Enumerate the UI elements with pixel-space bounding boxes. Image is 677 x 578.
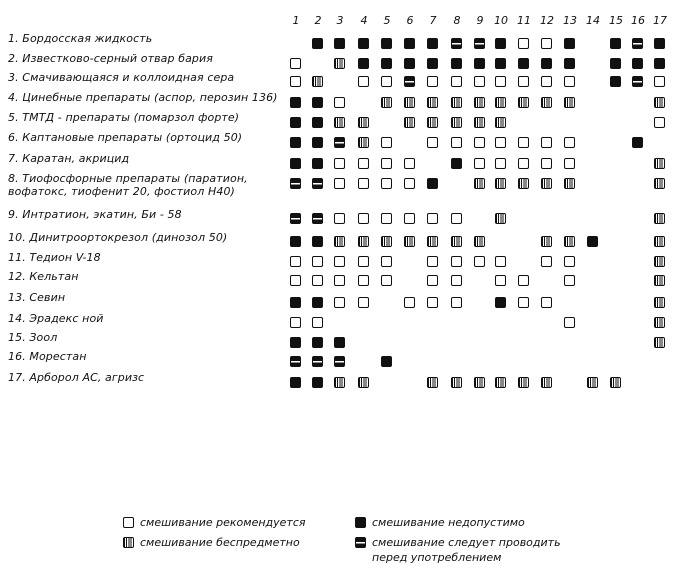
cell-forbidden	[290, 337, 301, 348]
cell-before-use	[290, 213, 301, 224]
cell-pointless	[654, 275, 665, 286]
legend-recommended-text: смешивание рекомендуется	[140, 516, 306, 529]
cell-before-use	[404, 76, 415, 87]
cell-recommended	[334, 97, 345, 108]
cell-recommended	[381, 213, 392, 224]
cell-recommended	[427, 297, 438, 308]
cell-pointless	[654, 337, 665, 348]
row-label: 16. Морестан	[8, 350, 87, 363]
column-number: 2	[314, 14, 322, 27]
cell-recommended	[495, 158, 506, 169]
cell-recommended	[358, 178, 369, 189]
cell-pointless	[312, 76, 323, 87]
cell-recommended	[495, 275, 506, 286]
cell-recommended	[427, 275, 438, 286]
cell-pointless	[474, 377, 485, 388]
cell-forbidden	[654, 38, 665, 49]
cell-pointless	[427, 377, 438, 388]
cell-forbidden	[495, 297, 506, 308]
cell-recommended	[495, 76, 506, 87]
cell-forbidden	[290, 137, 301, 148]
cell-forbidden	[610, 38, 621, 49]
cell-pointless	[610, 377, 621, 388]
cell-recommended	[495, 256, 506, 267]
cell-forbidden	[290, 158, 301, 169]
cell-recommended	[451, 297, 462, 308]
row-label: 11. Тедион V-18	[8, 251, 101, 264]
row-label: 3. Смачивающаяся и коллоидная сера	[8, 71, 235, 84]
cell-recommended	[334, 297, 345, 308]
cell-pointless	[654, 297, 665, 308]
cell-recommended	[334, 158, 345, 169]
column-number: 8	[453, 14, 461, 27]
column-number: 10	[494, 14, 508, 27]
cell-forbidden	[495, 58, 506, 69]
legend-before-use-text: смешивание следует проводить	[372, 536, 561, 549]
cell-pointless	[654, 236, 665, 247]
cell-pointless	[334, 117, 345, 128]
cell-pointless	[654, 256, 665, 267]
cell-pointless	[541, 178, 552, 189]
cell-recommended	[358, 76, 369, 87]
cell-recommended	[541, 76, 552, 87]
cell-forbidden	[654, 58, 665, 69]
cell-pointless	[495, 117, 506, 128]
cell-forbidden	[290, 97, 301, 108]
cell-recommended	[654, 117, 665, 128]
cell-recommended	[290, 76, 301, 87]
cell-before-use	[312, 178, 323, 189]
cell-recommended	[358, 158, 369, 169]
cell-before-use	[334, 356, 345, 367]
column-number: 6	[406, 14, 414, 27]
row-label: 7. Каратан, акрицид	[8, 152, 130, 165]
cell-recommended	[451, 76, 462, 87]
cell-recommended	[541, 297, 552, 308]
cell-forbidden	[427, 38, 438, 49]
cell-recommended	[518, 275, 529, 286]
cell-recommended	[427, 137, 438, 148]
cell-recommended	[564, 275, 575, 286]
cell-recommended	[564, 317, 575, 328]
cell-forbidden	[312, 337, 323, 348]
cell-recommended	[381, 76, 392, 87]
cell-recommended	[427, 256, 438, 267]
column-number: 14	[586, 14, 600, 27]
cell-recommended	[518, 76, 529, 87]
cell-pointless	[654, 158, 665, 169]
cell-forbidden	[404, 38, 415, 49]
cell-pointless	[474, 117, 485, 128]
column-number: 7	[429, 14, 437, 27]
cell-forbidden	[358, 38, 369, 49]
cell-pointless	[427, 117, 438, 128]
cell-recommended	[518, 137, 529, 148]
cell-forbidden	[632, 137, 643, 148]
cell-recommended	[334, 213, 345, 224]
cell-forbidden	[290, 377, 301, 388]
cell-recommended	[541, 158, 552, 169]
cell-pointless	[358, 236, 369, 247]
cell-recommended	[451, 275, 462, 286]
cell-recommended	[474, 158, 485, 169]
cell-before-use	[290, 178, 301, 189]
cell-pointless	[654, 178, 665, 189]
cell-forbidden	[312, 158, 323, 169]
row-label: 8. Тиофосфорные препараты (паратион, вофатокс, тиофенит 20, фостиол Н40)	[8, 172, 248, 198]
cell-forbidden	[290, 236, 301, 247]
row-label: 14. Эрадекс ной	[8, 312, 104, 325]
cell-forbidden	[334, 38, 345, 49]
row-label: 12. Кельтан	[8, 270, 79, 283]
legend-striped-square-icon	[123, 537, 134, 548]
column-number: 12	[540, 14, 554, 27]
cell-forbidden	[474, 58, 485, 69]
row-label: 6. Каптановые препараты (ортоцид 50)	[8, 131, 243, 144]
legend-pointless-text: смешивание беспредметно	[140, 536, 300, 549]
row-label: 17. Арборол АС, агризс	[8, 371, 145, 384]
cell-pointless	[381, 97, 392, 108]
cell-pointless	[451, 377, 462, 388]
cell-recommended	[541, 137, 552, 148]
cell-pointless	[654, 213, 665, 224]
cell-recommended	[495, 137, 506, 148]
cell-pointless	[334, 236, 345, 247]
cell-recommended	[358, 256, 369, 267]
column-number: 11	[517, 14, 531, 27]
cell-forbidden	[518, 58, 529, 69]
cell-pointless	[654, 97, 665, 108]
row-label: 10. Динитроортокрезол (динозол 50)	[8, 231, 228, 244]
cell-forbidden	[312, 117, 323, 128]
cell-forbidden	[451, 58, 462, 69]
cell-forbidden	[381, 38, 392, 49]
cell-pointless	[518, 97, 529, 108]
cell-forbidden	[290, 297, 301, 308]
cell-recommended	[427, 76, 438, 87]
cell-recommended	[312, 275, 323, 286]
cell-recommended	[541, 256, 552, 267]
cell-recommended	[404, 297, 415, 308]
cell-recommended	[290, 58, 301, 69]
legend-forbidden-text: смешивание недопустимо	[372, 516, 525, 529]
cell-recommended	[381, 137, 392, 148]
column-number: 4	[360, 14, 368, 27]
cell-forbidden	[404, 58, 415, 69]
cell-pointless	[404, 236, 415, 247]
cell-pointless	[587, 377, 598, 388]
cell-recommended	[654, 76, 665, 87]
row-label: 2. Известково-серный отвар бария	[8, 52, 213, 65]
cell-pointless	[334, 58, 345, 69]
cell-recommended	[334, 178, 345, 189]
cell-forbidden	[451, 158, 462, 169]
cell-recommended	[290, 275, 301, 286]
cell-pointless	[427, 97, 438, 108]
cell-pointless	[541, 377, 552, 388]
cell-recommended	[451, 213, 462, 224]
cell-recommended	[404, 213, 415, 224]
cell-forbidden	[358, 58, 369, 69]
cell-forbidden	[610, 58, 621, 69]
row-label: 13. Севин	[8, 291, 66, 304]
row-label: 15. Зоол	[8, 331, 58, 344]
cell-recommended	[404, 158, 415, 169]
column-number: 9	[476, 14, 484, 27]
cell-recommended	[474, 137, 485, 148]
cell-recommended	[290, 317, 301, 328]
cell-pointless	[358, 137, 369, 148]
legend-before-use-text-2: перед употреблением	[372, 551, 502, 564]
legend-barred-square-icon	[355, 537, 366, 548]
cell-forbidden	[312, 38, 323, 49]
cell-before-use	[312, 213, 323, 224]
cell-pointless	[427, 236, 438, 247]
cell-before-use	[334, 137, 345, 148]
cell-forbidden	[312, 297, 323, 308]
cell-forbidden	[290, 117, 301, 128]
row-label: 4. Цинебные препараты (аспор, перозин 136)	[8, 91, 278, 104]
cell-recommended	[474, 256, 485, 267]
column-number: 17	[653, 14, 667, 27]
column-number: 13	[563, 14, 577, 27]
cell-before-use	[632, 76, 643, 87]
column-number: 15	[609, 14, 623, 27]
cell-recommended	[564, 76, 575, 87]
cell-forbidden	[312, 97, 323, 108]
cell-forbidden	[312, 137, 323, 148]
cell-pointless	[451, 236, 462, 247]
legend-filled-square-icon	[355, 517, 366, 528]
cell-forbidden	[334, 337, 345, 348]
cell-pointless	[541, 236, 552, 247]
cell-recommended	[358, 275, 369, 286]
cell-pointless	[495, 97, 506, 108]
cell-forbidden	[632, 58, 643, 69]
cell-forbidden	[381, 356, 392, 367]
cell-forbidden	[427, 58, 438, 69]
cell-recommended	[541, 38, 552, 49]
cell-pointless	[474, 178, 485, 189]
cell-forbidden	[312, 377, 323, 388]
column-number: 5	[383, 14, 391, 27]
cell-recommended	[518, 297, 529, 308]
cell-recommended	[518, 38, 529, 49]
cell-forbidden	[312, 236, 323, 247]
cell-pointless	[564, 178, 575, 189]
cell-forbidden	[381, 58, 392, 69]
cell-pointless	[518, 178, 529, 189]
cell-forbidden	[610, 76, 621, 87]
cell-pointless	[404, 117, 415, 128]
column-number: 1	[292, 14, 300, 27]
cell-recommended	[474, 76, 485, 87]
cell-pointless	[474, 236, 485, 247]
cell-pointless	[495, 178, 506, 189]
cell-forbidden	[427, 178, 438, 189]
cell-recommended	[404, 178, 415, 189]
column-number: 16	[631, 14, 645, 27]
cell-before-use	[312, 356, 323, 367]
cell-recommended	[358, 297, 369, 308]
cell-recommended	[334, 256, 345, 267]
cell-forbidden	[564, 38, 575, 49]
cell-recommended	[381, 275, 392, 286]
cell-recommended	[564, 158, 575, 169]
cell-pointless	[654, 317, 665, 328]
cell-pointless	[358, 117, 369, 128]
cell-recommended	[564, 256, 575, 267]
cell-forbidden	[587, 236, 598, 247]
cell-recommended	[381, 158, 392, 169]
cell-pointless	[518, 377, 529, 388]
cell-recommended	[381, 178, 392, 189]
cell-pointless	[451, 117, 462, 128]
column-number: 3	[336, 14, 344, 27]
cell-before-use	[290, 356, 301, 367]
legend-empty-square-icon	[123, 517, 134, 528]
cell-forbidden	[564, 58, 575, 69]
cell-before-use	[451, 38, 462, 49]
cell-recommended	[451, 256, 462, 267]
cell-pointless	[564, 97, 575, 108]
cell-pointless	[474, 97, 485, 108]
cell-pointless	[381, 236, 392, 247]
cell-pointless	[451, 97, 462, 108]
cell-forbidden	[541, 58, 552, 69]
cell-recommended	[427, 213, 438, 224]
row-label: 9. Интратион, экатин, Би - 58	[8, 208, 182, 221]
cell-recommended	[451, 137, 462, 148]
cell-pointless	[564, 236, 575, 247]
cell-recommended	[564, 137, 575, 148]
cell-pointless	[541, 97, 552, 108]
cell-recommended	[381, 256, 392, 267]
cell-pointless	[495, 377, 506, 388]
cell-pointless	[358, 377, 369, 388]
cell-forbidden	[495, 38, 506, 49]
cell-recommended	[312, 256, 323, 267]
cell-recommended	[358, 213, 369, 224]
cell-recommended	[312, 317, 323, 328]
cell-recommended	[334, 275, 345, 286]
cell-pointless	[334, 377, 345, 388]
cell-pointless	[404, 97, 415, 108]
cell-before-use	[632, 38, 643, 49]
cell-pointless	[495, 213, 506, 224]
row-label: 5. ТМТД - препараты (помарзол форте)	[8, 111, 240, 124]
row-label: 1. Бордосская жидкость	[8, 32, 153, 45]
cell-recommended	[290, 256, 301, 267]
cell-recommended	[518, 158, 529, 169]
cell-before-use	[474, 38, 485, 49]
